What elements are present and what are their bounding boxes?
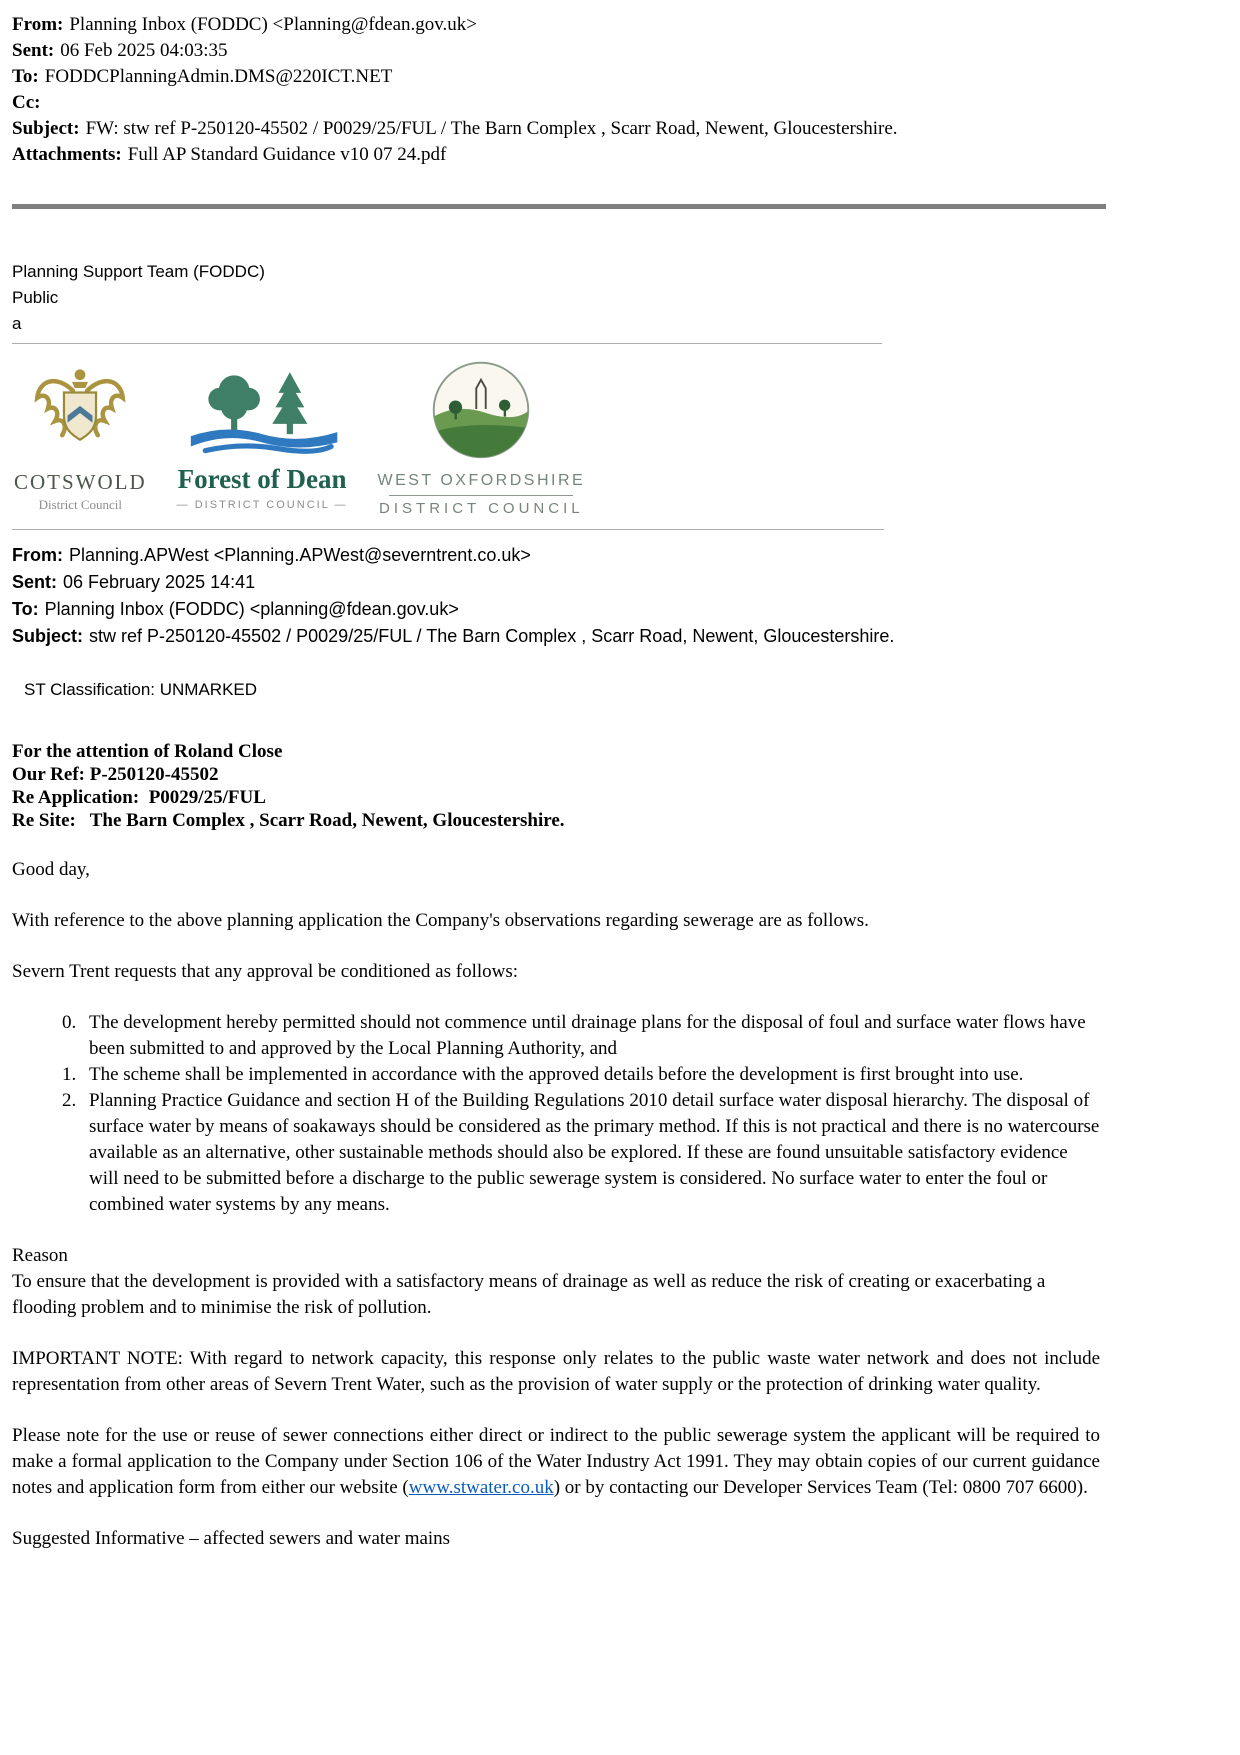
stwater-link[interactable]: www.stwater.co.uk: [408, 1477, 554, 1498]
application-note-post: ) or by contacting our Developer Services Team (Tel: 0800 707 6600).: [553, 1477, 1088, 1498]
condition-text: The development hereby permitted should not commence until drainage plans for the disposal of foul and surface water flows have been submitted to and approved by the Local Planning Authority, and: [89, 1012, 1086, 1059]
condition-number: 0.: [62, 1012, 77, 1033]
field-label: Cc:: [12, 92, 41, 113]
header-field-cc: [12, 90, 1228, 116]
header-field-to: [12, 64, 1228, 90]
field-label: To:: [12, 599, 39, 619]
field-value: 06 Feb 2025 04:03:35: [60, 40, 228, 61]
west-oxfordshire-seal-icon: [429, 358, 533, 462]
forest-of-dean-logo-subtitle: — DISTRICT COUNCIL —: [176, 499, 348, 511]
field-value: FODDCPlanningAdmin.DMS@220ICT.NET: [44, 66, 393, 87]
field-value: Planning.APWest <Planning.APWest@severntrent.co.uk>: [69, 545, 531, 565]
condition-item: [12, 1062, 1100, 1088]
header-field-from: [12, 542, 1228, 569]
forest-of-dean-logo-title: Forest of Dean: [177, 464, 347, 494]
separator-thin-bottom: [12, 529, 884, 530]
outer-email-header: [12, 12, 1228, 168]
cotswold-logo: [14, 358, 147, 513]
reference-block: [12, 740, 1100, 832]
field-label: Sent:: [12, 572, 57, 592]
stray-text: a: [12, 314, 22, 333]
signature-banner: [12, 259, 1228, 337]
cotswold-logo-title: COTSWOLD: [14, 470, 147, 494]
header-field-from: [12, 12, 1228, 38]
forest-of-dean-trees-icon: [184, 358, 340, 462]
field-label: To:: [12, 66, 39, 87]
cotswold-logo-subtitle: District Council: [38, 497, 123, 512]
header-field-to: [12, 596, 1228, 623]
application-note-pre: Please note for the use or reuse of sewer connections either direct or indirect to the public sewerage system the applicant will be required to make a formal application to the Company under Section 106 of the Water Industry Act 1991. They may obtain copies of our current guidance notes and application form from either our website (: [12, 1425, 1100, 1498]
st-classification: ST Classification: UNMARKED: [24, 680, 258, 699]
attention-line: For the attention of Roland Close: [12, 741, 283, 762]
field-value: Planning Inbox (FODDC) <planning@fdean.gov.uk>: [44, 599, 459, 619]
reason-text: To ensure that the development is provided with a satisfactory means of drainage as well as reduce the risk of creating or exacerbating a flooding problem and to minimise the risk of pollution.: [12, 1271, 1046, 1318]
field-label: Sent:: [12, 40, 55, 61]
conditions-intro: Severn Trent requests that any approval be conditioned as follows:: [12, 961, 519, 982]
west-oxfordshire-logo-subtitle: DISTRICT COUNCIL: [379, 500, 584, 517]
field-label: Subject:: [12, 118, 80, 139]
condition-number: 1.: [62, 1064, 77, 1085]
application-note: [12, 1423, 1100, 1501]
email-body: [12, 740, 1100, 1552]
field-label: Attachments:: [12, 144, 122, 165]
conditions-list: [12, 1010, 1100, 1218]
greeting: Good day,: [12, 859, 90, 880]
condition-text: Planning Practice Guidance and section H of the Building Regulations 2010 detail surface water disposal hierarchy. The disposal of surface water by means of soakaways should be considered as the primary method. If this is not practical and there is no watercourse available as an alternative, other sustainable methods should also be explored. If these are found unsuitable satisfactory evidence will need to be submitted before a discharge to the public sewerage system is considered. No surface water to enter the foul or combined water systems by any means.: [89, 1090, 1100, 1215]
field-value: stw ref P-250120-45502 / P0029/25/FUL / The Barn Complex , Scarr Road, Newent, Gloucestershire.: [89, 626, 895, 646]
field-value: Planning Inbox (FODDC) <Planning@fdean.gov.uk>: [69, 14, 477, 35]
header-field-sent: [12, 569, 1228, 596]
reason-heading: Reason: [12, 1245, 68, 1266]
header-field-sent: [12, 38, 1228, 64]
planning-support-team: Planning Support Team (FODDC): [12, 262, 265, 281]
separator-thick: [12, 204, 1106, 209]
separator-thin-top: [12, 343, 882, 344]
inner-email-header: [12, 542, 1228, 650]
attachment-name: Full AP Standard Guidance v10 07 24.pdf: [127, 144, 447, 165]
cotswold-crest-icon: [26, 358, 134, 462]
west-oxfordshire-logo: [377, 358, 585, 517]
condition-item: [12, 1010, 1100, 1062]
condition-text: The scheme shall be implemented in accordance with the approved details before the development is first brought into use.: [89, 1064, 1024, 1085]
field-label: From:: [12, 545, 63, 565]
re-application-line: Re Application: P0029/25/FUL: [12, 787, 266, 808]
field-label: From:: [12, 14, 64, 35]
field-value: FW: stw ref P-250120-45502 / P0029/25/FUL / The Barn Complex , Scarr Road, Newent, Gloucestershire.: [85, 118, 898, 139]
forest-of-dean-logo: [177, 358, 348, 511]
header-field-attachments: [12, 142, 1228, 168]
intro-paragraph: With reference to the above planning application the Company's observations regarding sewerage are as follows.: [12, 910, 869, 931]
header-field-subject: [12, 623, 1228, 650]
council-logos: [14, 358, 1228, 517]
west-oxfordshire-logo-divider: [389, 495, 573, 496]
field-label: Subject:: [12, 626, 84, 646]
field-value: 06 February 2025 14:41: [63, 572, 256, 592]
our-ref-line: Our Ref: P-250120-45502: [12, 764, 219, 785]
sensitivity-label: Public: [12, 288, 59, 307]
west-oxfordshire-logo-title: WEST OXFORDSHIRE: [377, 472, 586, 489]
suggested-informative: Suggested Informative – affected sewers and water mains: [12, 1528, 451, 1549]
header-field-subject: [12, 116, 1228, 142]
important-note: IMPORTANT NOTE: With regard to network capacity, this response only relates to the public waste water network and does not include representation from other areas of Severn Trent Water, such as the provision of water supply or the protection of drinking water quality.: [12, 1348, 1100, 1395]
condition-number: 2.: [62, 1090, 77, 1111]
condition-item: [12, 1088, 1100, 1218]
re-site-line: Re Site: The Barn Complex , Scarr Road, Newent, Gloucestershire.: [12, 810, 565, 831]
